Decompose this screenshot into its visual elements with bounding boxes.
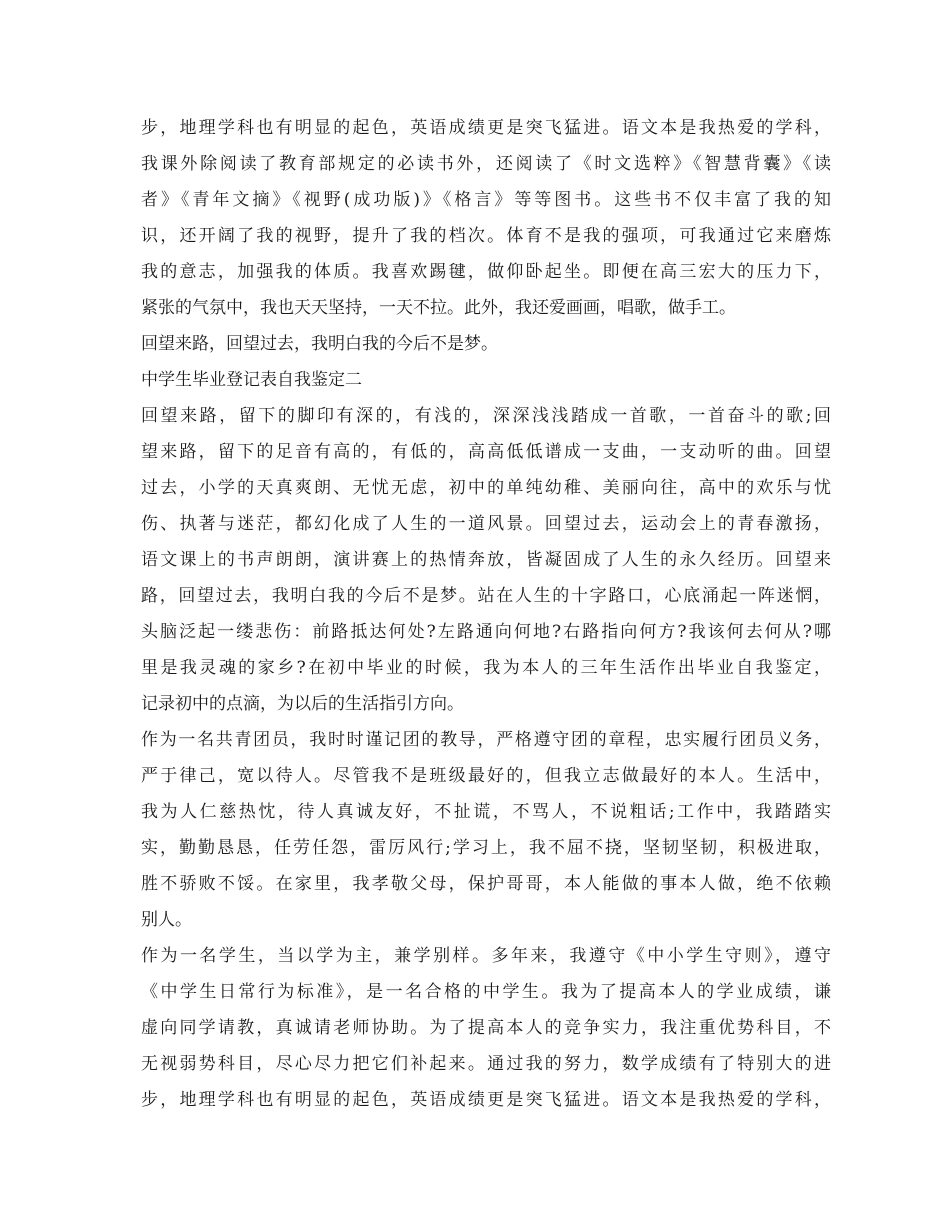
text-line: 作为一名共青团员，我时时谨记团的教导，严格遵守团的章程，忠实履行团员义务， <box>141 730 831 750</box>
text-line: 里是我灵魂的家乡?在初中毕业的时候，我为本人的三年生活作出毕业自我鉴定， <box>141 658 831 678</box>
text-line: 中学生毕业登记表自我鉴定二 <box>141 370 362 390</box>
text-line: 无视弱势科目，尽心尽力把它们补起来。通过我的努力，数学成绩有了特别大的进 <box>141 1054 831 1074</box>
text-line: 语文课上的书声朗朗，演讲赛上的热情奔放，皆凝固成了人生的永久经历。回望来 <box>141 550 831 570</box>
text-line: 我的意志，加强我的体质。我喜欢踢毽，做仰卧起坐。即便在高三宏大的压力下， <box>141 262 831 282</box>
text-line: 回望来路，回望过去，我明白我的今后不是梦。 <box>141 334 498 354</box>
text-line: 虚向同学请教，真诚请老师协助。为了提高本人的竞争实力，我注重优势科目，不 <box>141 1018 831 1038</box>
text-line: 望来路，留下的足音有高的，有低的，高高低低谱成一支曲，一支动听的曲。回望 <box>141 442 831 462</box>
text-line: 回望来路，留下的脚印有深的，有浅的，深深浅浅踏成一首歌，一首奋斗的歌;回 <box>141 406 831 426</box>
text-line: 头脑泛起一缕悲伤：前路抵达何处?左路通向何地?右路指向何方?我该何去何从?哪 <box>141 622 831 642</box>
text-line: 作为一名学生，当以学为主，兼学别样。多年来，我遵守《中小学生守则》，遵守 <box>141 946 831 966</box>
text-line: 过去，小学的天真爽朗、无忧无虑，初中的单纯幼稚、美丽向往，高中的欢乐与忧 <box>141 478 831 498</box>
document-body <box>141 110 831 1118</box>
text-line: 识，还开阔了我的视野，提升了我的档次。体育不是我的强项，可我通过它来磨炼 <box>141 226 831 246</box>
text-line: 我为人仁慈热忱，待人真诚友好，不扯谎，不骂人，不说粗话;工作中，我踏踏实 <box>141 802 831 822</box>
text-line: 路，回望过去，我明白我的今后不是梦。站在人生的十字路口，心底涌起一阵迷惘， <box>141 586 831 606</box>
text-line: 者》《青年文摘》《视野(成功版)》《格言》等等图书。这些书不仅丰富了我的知 <box>141 190 831 210</box>
text-line: 《中学生日常行为标准》，是一名合格的中学生。我为了提高本人的学业成绩，谦 <box>141 982 831 1002</box>
text-line: 紧张的气氛中，我也天天坚持，一天不拉。此外，我还爱画画，唱歌，做手工。 <box>141 298 736 318</box>
text-line: 伤、执著与迷茫，都幻化成了人生的一道风景。回望过去，运动会上的青春激扬， <box>141 514 831 534</box>
text-line: 记录初中的点滴，为以后的生活指引方向。 <box>141 694 464 714</box>
text-line: 步，地理学科也有明显的起色，英语成绩更是突飞猛进。语文本是我热爱的学科， <box>141 118 831 138</box>
text-line: 我课外除阅读了教育部规定的必读书外，还阅读了《时文选粹》《智慧背囊》《读 <box>141 154 831 174</box>
text-line: 实，勤勤恳恳，任劳任怨，雷厉风行;学习上，我不屈不挠，坚韧坚韧，积极进取， <box>141 838 831 858</box>
text-line: 严于律己，宽以待人。尽管我不是班级最好的，但我立志做最好的本人。生活中， <box>141 766 831 786</box>
text-line: 别人。 <box>141 910 192 930</box>
text-line: 胜不骄败不馁。在家里，我孝敬父母，保护哥哥，本人能做的事本人做，绝不依赖 <box>141 874 831 894</box>
text-line: 步，地理学科也有明显的起色，英语成绩更是突飞猛进。语文本是我热爱的学科， <box>141 1090 831 1110</box>
